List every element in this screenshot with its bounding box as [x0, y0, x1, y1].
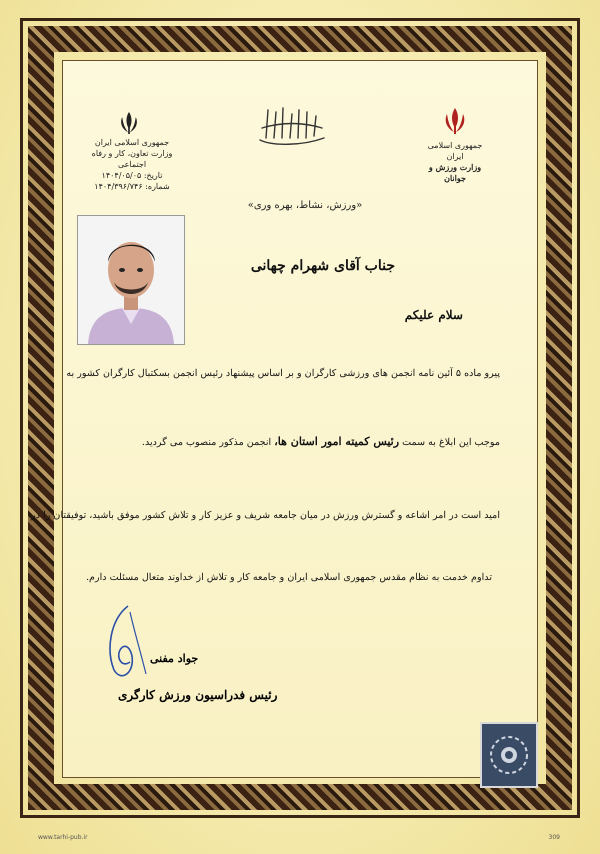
left-header-line1: جمهوری اسلامی ایران [94, 138, 170, 147]
paragraph-2-part-c: انجمن مذکور منصوب می گردید. [141, 437, 275, 448]
addressee: جناب آقای شهرام چهانی [250, 258, 395, 274]
body-paragraph-2 [142, 435, 500, 448]
slogan: «ورزش، نشاط، بهره وری» [247, 200, 363, 211]
left-ministry-header [78, 137, 186, 192]
letter-date: تاریخ: ۱۴۰۴/۰۵/۰۵ [101, 171, 163, 180]
body-paragraph-3: امید است در امر اشاعه و گسترش ورزش در میان جامعه شریف و عزیز کار و تلاش کشور موفق باشید، توفیقتان را در [31, 510, 500, 521]
footer-code: 309 [548, 834, 560, 841]
federation-seal-icon [480, 722, 538, 788]
body-paragraph-4: تداوم خدمت به نظام مقدس جمهوری اسلامی ایران و جامعه کار و تلاش از خداوند متعال مسئلت دارم. [85, 572, 492, 583]
handwritten-signature [100, 600, 160, 690]
portrait-photo [77, 215, 185, 345]
right-header-line1: جمهوری اسلامی ایران [427, 141, 483, 161]
iran-emblem-icon [118, 110, 140, 136]
signer-title: رئیس فدراسیون ورزش کارگری [118, 688, 278, 702]
signer-name: جواد مفنی [150, 652, 199, 665]
paragraph-2-part-a: موجب این ابلاغ به سمت [399, 437, 500, 448]
footer-website: www.tarhi-pub.ir [38, 834, 88, 841]
letter-number: شماره: ۱۴۰۴/۳۹۶/۷۴۶ [94, 182, 170, 191]
left-header-line2: وزارت تعاون، کار و رفاه اجتماعی [91, 149, 173, 169]
bismillah-calligraphy-icon [252, 102, 332, 152]
right-ministry-header [420, 140, 490, 184]
body-paragraph-1: پیرو ماده ۵ آئین نامه انجمن های ورزشی کارگران و بر اساس پیشنهاد رئیس انجمن بسکتبال کارگران کشور به [66, 368, 500, 379]
position-title: رئیس کمیته امور استان ها، [274, 435, 400, 448]
right-header-line2: وزارت ورزش و جوانان [428, 162, 482, 183]
salutation: سلام علیکم [404, 308, 463, 322]
iran-emblem-icon [442, 106, 468, 136]
